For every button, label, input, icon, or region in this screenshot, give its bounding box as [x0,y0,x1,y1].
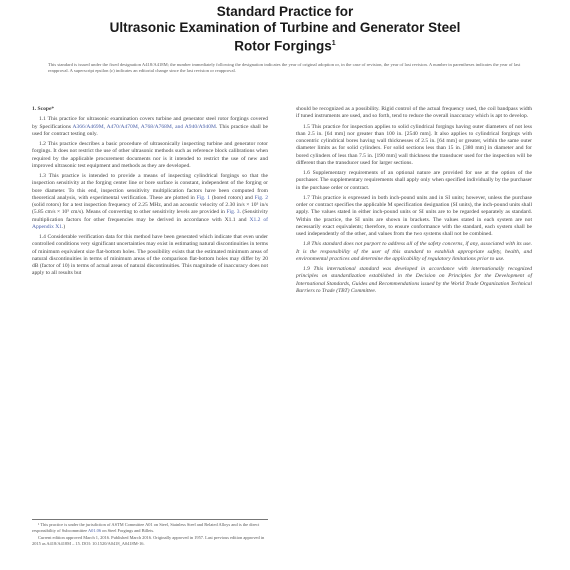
footnote-1 [32,522,268,533]
paragraph-1-4: 1.4 Considerable verification data for this method have been generated which indicate that even under controlled conditions very significant uncertainties may exist in estimating natural discontinuities in terms of minimum equivalent size flat-bottom holes. The possibility exists that the estimated minimum areas of natural discontinuities in terms of minimum areas of the comparison flat-bottom holes may differ by 20 dB (factor of 10) in terms of actual areas of natural discontinuities. This magnitude of inaccuracy does not apply to all results but [32,234,268,277]
paragraph-1-3-text-a: 1.3 This practice is intended to provide a means of inspecting cylindrical forgings so that the inspection sensitivity at the forging center line or bore surface is constant, independent of the forging or bore diameter. To this end, inspection sensitivity multiplication factors have been computed from theoretical analysis, with experimental verification. These are plotted in [32,173,268,201]
fig-2-link[interactable]: Fig. 2 [254,194,269,201]
paragraph-1-6: 1.6 Supplementary requirements of an optional nature are provided for use at the option of the purchaser. The supplementary requirements shall apply only when specified individually by the purchaser in the purchase order or contract. [296,170,532,191]
paragraph-1-5: 1.5 This practice for inspection applies to solid cylindrical forgings having outer diameters of not less than 2.5 in. [64 mm] nor greater than 100 in. [2540 mm]. It also applies to cylindrical forgings with concentric cylindrical bores having wall thicknesses of 2.5 in. [64 mm] or greater, within the same outer diameter limits as for solid cylinders. For solid sections less than 15 in. [380 mm] in diameter and for bored cylinders of less than 7.5 in. [190 mm] wall thickness the transducer used for the inspection will be different than the transducer used for larger sections. [296,123,532,166]
title-line-3-text: Rotor Forgings [234,38,332,54]
paragraph-1-3-text-d: . (Sensitivity multiplication factors for other frequencies may be derived in accordance with X1.1 and [32,209,268,223]
document-title [0,4,570,55]
paragraph-1-7: 1.7 This practice is expressed in both inch-pound units and in SI units; however, unless the purchase order or contract specifies the applicable M specification designation (SI units), the inch-pound units shall apply. The values stated in either inch-pound units or SI units are to be regarded separately as standard. Within the practice, the SI units are shown in brackets. The values stated in each system are not necessarily exact equivalents; therefore, to ensure conformance with the standard, each system shall be used independently of the other, and values from the two systems shall not be combined. [296,194,532,237]
paragraph-1-1-text-end: . This practice shall be used for contract testing only. [32,123,268,137]
appendix-x1-link[interactable]: X1.2 of Appendix X1 [32,216,268,230]
paragraph-1-3-text-c: (solid rotors) for a test inspection frequency of 2.25 MHz, and an acoustic velocity of 2.30 in/s × 10⁵ in/s (5.85 cm/s × 10⁵ cm/s). Means of converting to other sensitivity levels are provided in [32,202,268,216]
paragraph-1-1 [32,116,268,138]
paragraph-1-2: 1.2 This practice describes a basic procedure of ultrasonically inspecting turbine and generator rotor forgings. It does not restrict the use of other ultrasonic methods such as reference block calibrations when required by the applicable procurement documents nor is it intended to restrict the use of new and improved ultrasonic test equipment and methods as they are developed. [32,141,268,169]
footnote-1-text: ¹ This practice is under the jurisdiction of ASTM Committee A01 on Steel, Stainless Steel and Related Alloys and is the direct responsibility of Subcommittee [32,522,260,533]
paragraph-1-3-text-e: .) [62,223,66,230]
title-line-3 [0,36,570,55]
footnotes [32,519,268,548]
footnote-1-text-end: on Steel Forgings and Billets. [101,527,155,533]
scope-heading: 1. Scope* [32,106,55,112]
paragraph-1-8: 1.8 This standard does not purport to address all of the safety concerns, if any, associated with its use. It is the responsibility of the user of this standard to establish appropriate safety, health, and environmental practices and determine the applicability of regulatory limitations prior to use. [296,241,532,262]
title-footnote-marker[interactable]: 1 [331,40,336,47]
right-column [296,106,532,298]
paragraph-1-9: 1.9 This international standard was developed in accordance with internationally recognized principles on standardization established in the Decision on Principles for the Development of International Standards, Guides and Recommendations issued by the World Trade Organization Technical Barriers to Trade (TBT) Committee. [296,266,532,294]
paragraph-1-3-text-b: (bored rotors) and [209,194,255,201]
paragraph-1-3 [32,173,268,231]
specification-links[interactable]: A366/A469M, A470/A470M, A768/A768M, and A940/A940M [72,123,216,130]
paragraph-1-1-text: 1.1 This practice for ultrasonic examination covers turbine and generator steel rotor forgings covered by Specifications [32,116,268,130]
subcommittee-link[interactable]: A01.06 [87,527,102,533]
fig-1-link[interactable]: Fig. 1 [196,194,210,201]
designation-notice: This standard is issued under the fixed designation A418/A418M; the number immediately following the designation indicates the year of original adoption or, in the case of revision, the year of last revision. A number in parentheses indicates the year of last reapproval. A superscript epsilon (ε) indicates an editorial change since the last revision or reapproval. [48,62,521,74]
title-line-1: Standard Practice for [216,4,354,19]
footnote-edition: Current edition approved March 1, 2016. Published March 2016. Originally approved in 1957. Last previous edition approved in 2015 as A418/A418M – 15. DOI: 10.1520/A0418_A0418M-16. [32,534,265,546]
title-line-2: Ultrasonic Examination of Turbine and Generator Steel [109,20,461,35]
fig-3-link[interactable]: Fig. 3 [226,209,240,216]
paragraph-1-4-continued: should be recognized as a possibility. Rigid control of the actual frequency used, the coil bandpass width if tuned instruments are used, and so forth, tend to reduce the overall inaccuracy which is apt to develop. [296,106,532,120]
left-column [32,106,268,281]
